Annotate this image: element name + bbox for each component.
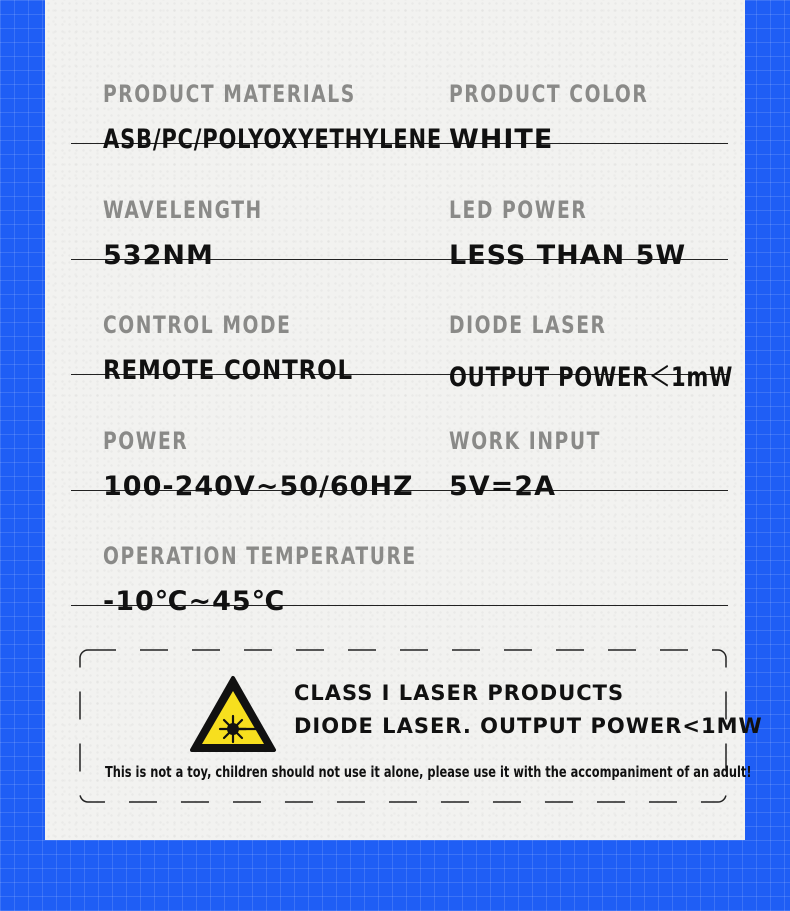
spec-label: CONTROL MODE [103, 311, 292, 339]
spec-label: WORK INPUT [449, 427, 601, 455]
spec-label: PRODUCT MATERIALS [103, 80, 356, 108]
spec-row [71, 144, 728, 271]
spec-value: 532NM [103, 240, 214, 271]
spec-label: POWER [103, 427, 189, 455]
warning-title: CLASS I LASER PRODUCTS [294, 681, 625, 705]
spec-value: LESS THAN 5W [449, 240, 687, 271]
warning-note: This is not a toy, children should not use it alone, please use it with the accompaniment of an adult! [105, 763, 752, 781]
spec-label: DIODE LASER [449, 311, 607, 339]
laser-warning-icon [189, 675, 277, 753]
spec-label: WAVELENGTH [103, 196, 263, 224]
spec-value: OUTPUT POWER＜1mW [449, 362, 734, 393]
spec-card [45, 0, 763, 840]
spec-value: 100-240V~50/60HZ [103, 471, 414, 502]
spec-row [71, 28, 728, 155]
warning-subtitle: DIODE LASER. OUTPUT POWER<1MW [294, 714, 763, 738]
spec-row [71, 375, 728, 502]
spec-row [71, 490, 728, 617]
spec-value: WHITE [449, 124, 554, 155]
spec-value: REMOTE CONTROL [103, 355, 353, 386]
spec-value: 5V=2A [449, 471, 556, 502]
spec-value: -10℃~45℃ [103, 586, 286, 617]
spec-label: OPERATION TEMPERATURE [103, 542, 417, 570]
laser-warning-box [78, 645, 763, 805]
spec-value: ASB/PC/POLYOXYETHYLENE [103, 124, 443, 155]
spec-row [71, 259, 734, 393]
spec-label: LED POWER [449, 196, 588, 224]
spec-label: PRODUCT COLOR [449, 80, 649, 108]
